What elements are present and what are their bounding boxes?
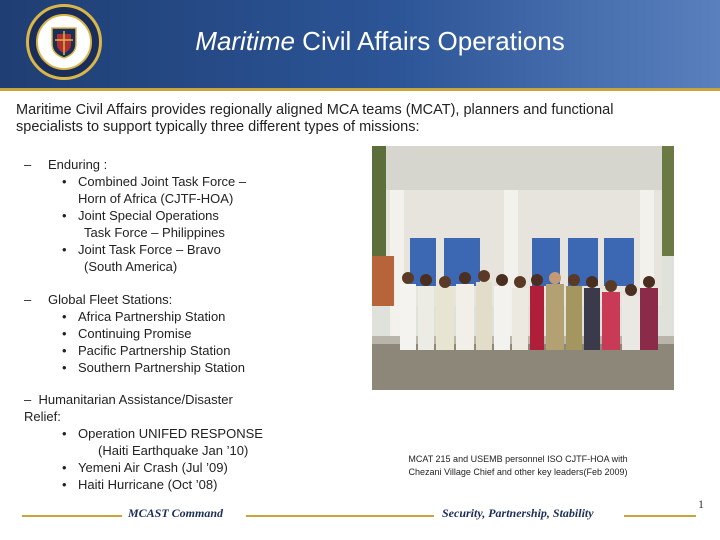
item-text: Joint Special Operations <box>78 208 219 223</box>
item-text: Combined Joint Task Force – <box>78 174 247 189</box>
heading-text: Humanitarian Assistance/Disaster <box>38 392 233 407</box>
item-text: Southern Partnership Station <box>78 360 245 375</box>
intro-paragraph: Maritime Civil Affairs provides regionally aligned MCA teams (MCAT), planners and functional specialists to support typically three different types of missions: <box>16 102 614 135</box>
group-photo-illustration <box>372 146 674 390</box>
title-italic: Maritime <box>195 26 295 56</box>
enduring-heading <box>24 156 107 173</box>
list-item <box>62 425 263 442</box>
list-item <box>62 241 221 258</box>
slide-title <box>100 26 660 57</box>
bullet-marker: • <box>62 343 67 358</box>
photo-caption <box>372 453 664 479</box>
item-text: Operation UNIFED RESPONSE <box>78 426 263 441</box>
list-item <box>62 173 246 190</box>
list-item-continuation: Horn of Africa (CJTF-HOA) <box>78 191 234 206</box>
gfs-heading <box>24 291 172 308</box>
bullet-marker: • <box>62 326 67 341</box>
footer-divider-right <box>624 515 696 517</box>
command-seal-icon <box>26 4 102 80</box>
dash-marker: – <box>24 157 32 172</box>
header-divider <box>0 88 720 91</box>
seal-emblem-icon <box>44 22 84 62</box>
list-item <box>62 342 230 359</box>
dash-marker: – <box>24 292 32 307</box>
list-item <box>62 325 191 342</box>
group-photo <box>372 146 674 390</box>
ha-heading <box>24 391 233 408</box>
ha-heading-continuation: Relief: <box>24 409 61 424</box>
list-item <box>62 359 245 376</box>
list-item <box>62 207 219 224</box>
caption-line-2: Chezani Village Chief and other key leaders(Feb 2009) <box>408 467 628 477</box>
list-item <box>62 459 228 476</box>
bullet-marker: • <box>62 309 67 324</box>
item-text: Africa Partnership Station <box>78 309 226 324</box>
bullet-marker: • <box>62 208 67 223</box>
footer-left-text: MCAST Command <box>128 506 224 520</box>
item-text: Haiti Hurricane (Oct ’08) <box>78 477 218 492</box>
bullet-marker: • <box>62 242 67 257</box>
title-rest: Civil Affairs Operations <box>294 26 565 56</box>
item-text: Joint Task Force – Bravo <box>78 242 221 257</box>
heading-text: Global Fleet Stations: <box>48 292 173 307</box>
heading-text: Enduring : <box>48 157 108 172</box>
list-item <box>62 476 217 493</box>
footer-divider-middle <box>246 515 434 517</box>
bullet-marker: • <box>62 477 67 492</box>
footer-right-text: Security, Partnership, Stability <box>442 506 594 520</box>
bullet-marker: • <box>62 426 67 441</box>
item-text: Yemeni Air Crash (Jul ’09) <box>78 460 228 475</box>
list-item-continuation: (South America) <box>84 259 178 274</box>
item-text: Pacific Partnership Station <box>78 343 231 358</box>
bullet-marker: • <box>62 360 67 375</box>
footer-divider-left <box>22 515 122 517</box>
bullet-marker: • <box>62 460 67 475</box>
bullet-marker: • <box>62 174 67 189</box>
list-item <box>62 308 225 325</box>
dash-marker: – <box>24 392 32 407</box>
item-text: Continuing Promise <box>78 326 192 341</box>
caption-line-1: MCAT 215 and USEMB personnel ISO CJTF-HOA with <box>408 454 628 464</box>
list-item-continuation: Task Force – Philippines <box>84 225 225 240</box>
list-item-continuation: (Haiti Earthquake Jan ’10) <box>98 443 249 458</box>
page-number: 1 <box>698 497 704 511</box>
